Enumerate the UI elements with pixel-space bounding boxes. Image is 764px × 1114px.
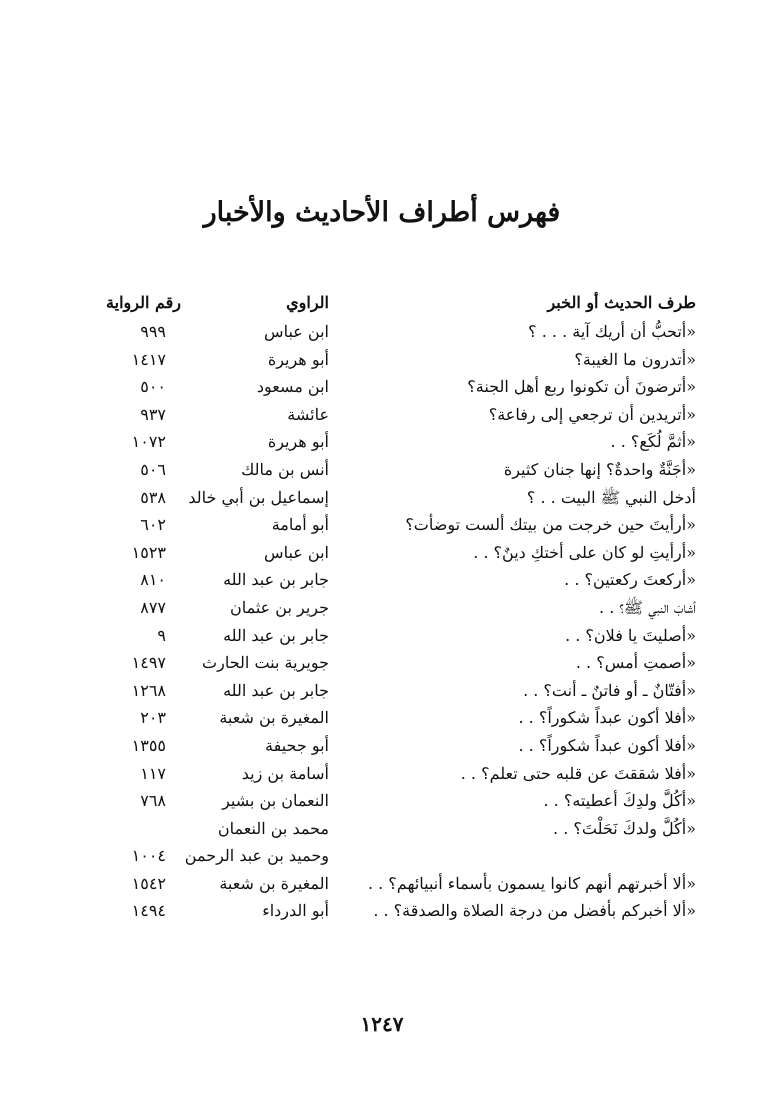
narrator-name: جابر بن عبد الله: [223, 625, 329, 645]
table-row: [0, 484, 764, 512]
narration-number: ١٥٤٢: [131, 873, 166, 893]
table-row: [0, 677, 764, 705]
narration-number: ٩٩٩: [140, 322, 166, 341]
narrator-name: النعمان بن بشير: [222, 791, 329, 811]
table-row: [0, 511, 764, 539]
table-row: [0, 649, 764, 677]
narration-number: ٩٣٧: [140, 404, 166, 424]
narrator-name: عائشة: [287, 404, 329, 424]
hadith-text: «أترضونَ أن تكونوا ربع أهل الجنة؟: [467, 377, 696, 397]
narrator-name: ابن عباس: [264, 322, 329, 341]
hadith-text: «أكُلَّ ولدِكَ أعطيته؟ . .: [543, 791, 696, 811]
table-header-row: [0, 288, 764, 318]
table-row: [0, 842, 764, 870]
narrator-name: أبو هريرة: [267, 432, 329, 452]
table-row: [0, 594, 764, 622]
narration-number: ٥٠٠: [140, 377, 166, 397]
narrator-name: أبو الدرداء: [262, 901, 329, 921]
hadith-text: «أتريدين أن ترجعي إلى رفاعة؟: [488, 404, 696, 424]
table-row: [0, 373, 764, 401]
table-row: [0, 428, 764, 456]
table-row: [0, 401, 764, 429]
table-row: [0, 787, 764, 815]
narrator-name: وحميد بن عبد الرحمن: [184, 846, 329, 866]
narration-number: ٩: [157, 625, 166, 645]
table-row: [0, 566, 764, 594]
narrator-name: محمد بن النعمان: [217, 818, 329, 838]
table-row: [0, 456, 764, 484]
narration-number: ٢٠٣: [140, 708, 166, 728]
table-row: [0, 622, 764, 650]
table-row: [0, 760, 764, 788]
hadith-text: «أفتّانٌ ـ أو فاتنٌ ـ أنت؟ . .: [523, 680, 696, 700]
hadith-text: «ألا أخبركم بأفضل من درجة الصلاة والصدقة؟ . .: [373, 901, 696, 921]
table-row: [0, 815, 764, 843]
narration-number: ١٤٩٤: [131, 901, 166, 921]
narrator-name: جابر بن عبد الله: [223, 680, 329, 700]
page-number: ١٢٤٧: [360, 1012, 404, 1036]
narration-number: ١٣٥٥: [131, 735, 166, 755]
hadith-text: «ألا أخبرتهم أنهم كانوا يسمون بأسماء أنبيائهم؟ . .: [367, 873, 696, 893]
page-title: فهرس أطراف الأحاديث والأخبار: [203, 197, 561, 228]
hadith-text: «أرأيتِ لو كان على أختكِ دينٌ؟ . .: [473, 542, 696, 562]
hadith-text: «أكُلَّ ولدكَ نَحَلْتَ؟ . .: [553, 818, 696, 838]
hadith-text: أشابَ النبي ﷺ؟ . .: [599, 597, 696, 617]
narration-number: ١٠٠٤: [131, 846, 166, 866]
hadith-text: «أثمَّ لُكَع؟ . .: [610, 432, 696, 452]
hadith-text: أدخل النبي ﷺ البيت . . ؟: [526, 487, 696, 507]
narration-number: ٦٠٢: [140, 515, 166, 535]
narrator-name: أنس بن مالك: [241, 459, 329, 479]
narrator-name: أبو هريرة: [267, 349, 329, 369]
table-row: [0, 704, 764, 732]
hadith-text: «أصليتَ يا فلان؟ . .: [565, 625, 696, 645]
narrator-name: ابن مسعود: [256, 377, 329, 397]
table-row: [0, 897, 764, 925]
narrator-name: جرير بن عثمان: [229, 597, 329, 617]
narration-number: ٨١٠: [140, 570, 166, 590]
narrator-name: أبو جحيفة: [265, 735, 329, 755]
narration-number: ١٤٩٧: [131, 653, 166, 673]
narration-number: ٨٧٧: [140, 597, 166, 617]
header-number: رقم الرواية: [106, 293, 181, 312]
narrator-name: أبو أمامة: [271, 515, 329, 535]
narration-number: ٧٦٨: [140, 791, 166, 811]
hadith-text: «أفلا أكون عبداً شكوراً؟ . .: [518, 735, 696, 755]
hadith-text: «أركعتَ ركعتين؟ . .: [564, 570, 696, 590]
hadith-text: «أتحبُّ أن أريك آية . . . ؟: [528, 322, 696, 341]
index-table: [0, 288, 764, 925]
narrator-name: ابن عباس: [264, 542, 329, 562]
hadith-text: «أتدرون ما الغيبة؟: [574, 349, 696, 369]
hadith-text: «أفلا شققتَ عن قلبه حتى تعلم؟ . .: [460, 763, 696, 783]
narration-number: ٥٠٦: [140, 459, 166, 479]
narration-number: ٥٣٨: [140, 487, 166, 507]
narrator-name: إسماعيل بن أبي خالد: [188, 487, 329, 507]
narration-number: ١١٧: [140, 763, 166, 783]
narration-number: ١٤١٧: [131, 349, 166, 369]
header-hadith-text: طرف الحديث أو الخبر: [547, 293, 696, 312]
table-row: [0, 346, 764, 374]
narrator-name: أسامة بن زيد: [241, 763, 329, 783]
narrator-name: المغيرة بن شعبة: [219, 873, 329, 893]
hadith-text: «أفلا أكون عبداً شكوراً؟ . .: [518, 708, 696, 728]
narrator-name: جابر بن عبد الله: [223, 570, 329, 590]
narration-number: ١٥٢٣: [131, 542, 166, 562]
table-row: [0, 732, 764, 760]
hadith-text: «أصمتِ أمس؟ . .: [575, 653, 696, 673]
table-row: [0, 318, 764, 346]
narrator-name: جويرية بنت الحارث: [202, 653, 329, 673]
narrator-name: المغيرة بن شعبة: [219, 708, 329, 728]
header-narrator: الراوي: [286, 293, 329, 312]
table-body: [0, 318, 764, 925]
narration-number: ١٢٦٨: [131, 680, 166, 700]
table-row: [0, 539, 764, 567]
table-row: [0, 870, 764, 898]
narration-number: ١٠٧٢: [131, 432, 166, 452]
hadith-text: «أرأيتَ حين خرجت من بيتك ألست توضأت؟: [405, 515, 696, 535]
hadith-text: «أجَنَّةٌ واحدةٌ؟ إنها جنان كثيرة: [503, 459, 696, 479]
